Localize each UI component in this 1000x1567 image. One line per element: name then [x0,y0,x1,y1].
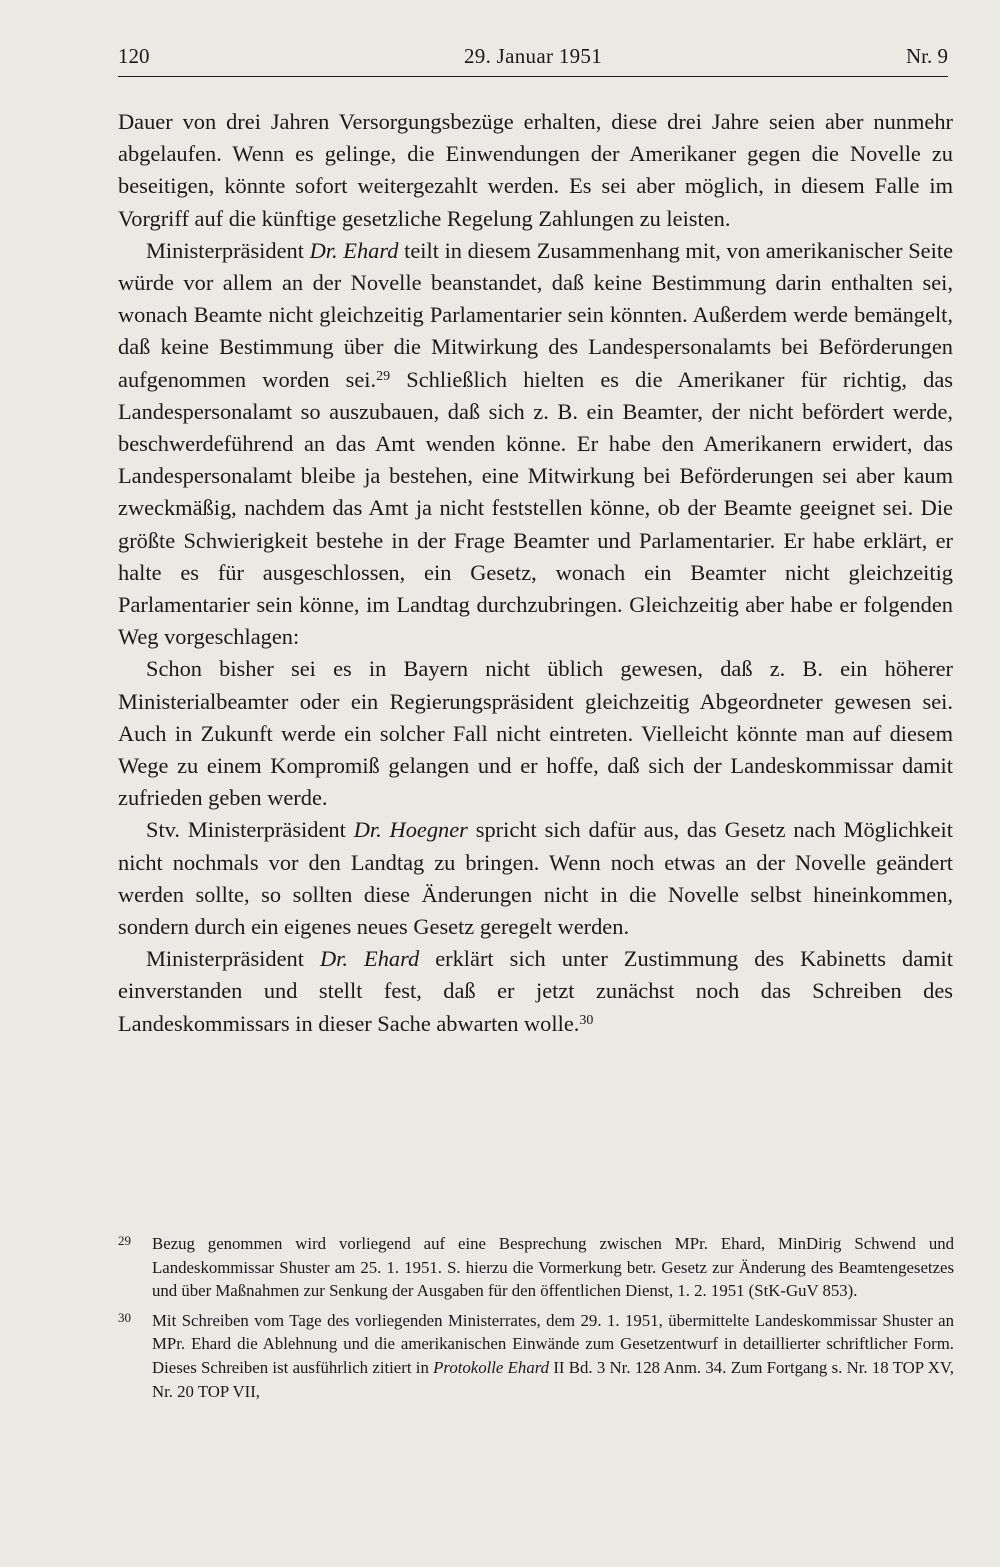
speaker-name: Dr. Ehard [309,237,399,263]
paragraph-text: Dauer von drei Jahren Versorgungsbezüge erhalten, diese drei Jahre seien aber nunmehr abgelaufen. Wenn es gelinge, die Einwendungen der Amerikaner gegen die Novelle zu beseitigen, könnte sofort weitergezahlt werden. Es sei aber möglich, in diesem Falle im Vorgriff auf die künftige gesetzliche Regelung Zahlungen zu leisten. [118,109,953,231]
paragraph-text: Ministerpräsident [146,237,310,263]
paragraph-text: Stv. Ministerpräsident [146,817,354,843]
paragraph-text: Schließlich hielten es die Amerikaner für richtig, das Landespersonalamt so auszubauen, daß sich z. B. ein Beamter, der nicht befördert werde, beschwerdeführend an das Amt wenden könne. Er habe den Amerikanern erwidert, das Landespersonalamt bleibe ja bestehen, eine Mitwirkung bei Beförderungen sei aber kaum zweckmäßig, nachdem das Amt ja nicht feststellen könne, ob der Beamte geeignet sei. Die größte Schwierigkeit bestehe in der Frage Beamter und Parlamentarier. Er habe erklärt, er halte es für ausgeschlossen, ein Gesetz, wonach ein Beamter nicht gleichzeitig Parlamentarier sein könne, im Landtag durchzubringen. Gleichzeitig aber habe er folgenden Weg vorgeschlagen: [118,366,953,650]
page-number: 120 [118,44,150,68]
footnote-reference: 30 [579,1012,594,1028]
footnote [118,1309,954,1403]
paragraph-text: Schon bisher sei es in Bayern nicht üblich gewesen, daß z. B. ein höherer Ministerialbeamter oder ein Regierungspräsident gleichzeitig Abgeordneter gewesen sei. Auch in Zukunft werde ein solcher Fall nicht eintreten. Vielleicht könnte man auf diesem Wege zu einem Kompromiß gelangen und er hoffe, daß sich der Landeskommissar damit zufrieden geben werde. [118,656,953,811]
footnote-text: Bezug genommen wird vorliegend auf eine Besprechung zwischen MPr. Ehard, MinDirig Schwend und Landeskommissar Shuster am 25. 1. 1951. S. hierzu die Vormerkung betr. Gesetz zur Änderung des Beamtengesetzes und über Maßnahmen zur Senkung der Ausgaben für den öffentlichen Dienst, 1. 2. 1951 (StK-GuV 853). [152,1234,954,1301]
body-paragraph [118,814,953,943]
header-rule [118,76,948,77]
footnote-number: 30 [118,1309,131,1325]
speaker-name: Dr. Ehard [319,946,420,972]
body-paragraph [118,943,953,1040]
footnotes [118,1232,954,1409]
paragraph-text: erklärt sich unter Zustimmung des Kabinetts damit einverstanden und stellt fest, daß er jetzt zunächst noch das Schreiben des Landeskommissars in dieser Sache abwarten wolle. [118,946,954,1036]
footnote [118,1232,954,1303]
footnote-number: 29 [118,1233,131,1248]
speaker-name: Dr. Hoegner [353,817,468,843]
paragraph-text: Ministerpräsident [146,946,320,972]
running-head [118,44,948,74]
paragraph-text: spricht sich dafür aus, das Gesetz nach Möglichkeit nicht nochmals vor den Landtag zu bringen. Wenn noch etwas an der Novelle geändert werden sollte, so sollten diese Änderungen nicht in die Novelle selbst hineinkommen, sondern durch ein eigenes neues Gesetz geregelt werden. [118,817,953,940]
body-paragraph [118,106,953,235]
body-paragraph [118,235,953,654]
footnote-text: II Bd. 3 Nr. 128 Anm. 34. Zum Fortgang s. Nr. 18 TOP XV, Nr. 20 TOP VII, [152,1357,954,1401]
header-date: 29. Januar 1951 [463,44,603,68]
footnote-title-citation: Protokolle Ehard [433,1357,550,1377]
paragraph-text: teilt in diesem Zusammenhang mit, von amerikanischer Seite würde vor allem an der Novelle beanstandet, daß keine Bestimmung darin enthalten sei, wonach Beamte nicht gleichzeitig Parlamentarier sein könnten. Außerdem werde bemängelt, daß keine Bestimmung über die Mitwirkung des Landespersonalamts bei Beförderungen aufgenommen worden sei. [118,237,954,392]
header-issue-number: Nr. 9 [906,44,948,68]
body-text [118,106,953,1040]
body-paragraph [118,653,953,814]
footnote-text: Mit Schreiben vom Tage des vorliegenden Ministerrates, dem 29. 1. 1951, übermittelte Landeskommissar Shuster an MPr. Ehard die Ablehnung und die amerikanischen Einwände zum Gesetzentwurf in detaillierter schriftlicher Form. Dieses Schreiben ist ausführlich zitiert in [152,1310,954,1377]
footnote-reference: 29 [376,368,391,384]
